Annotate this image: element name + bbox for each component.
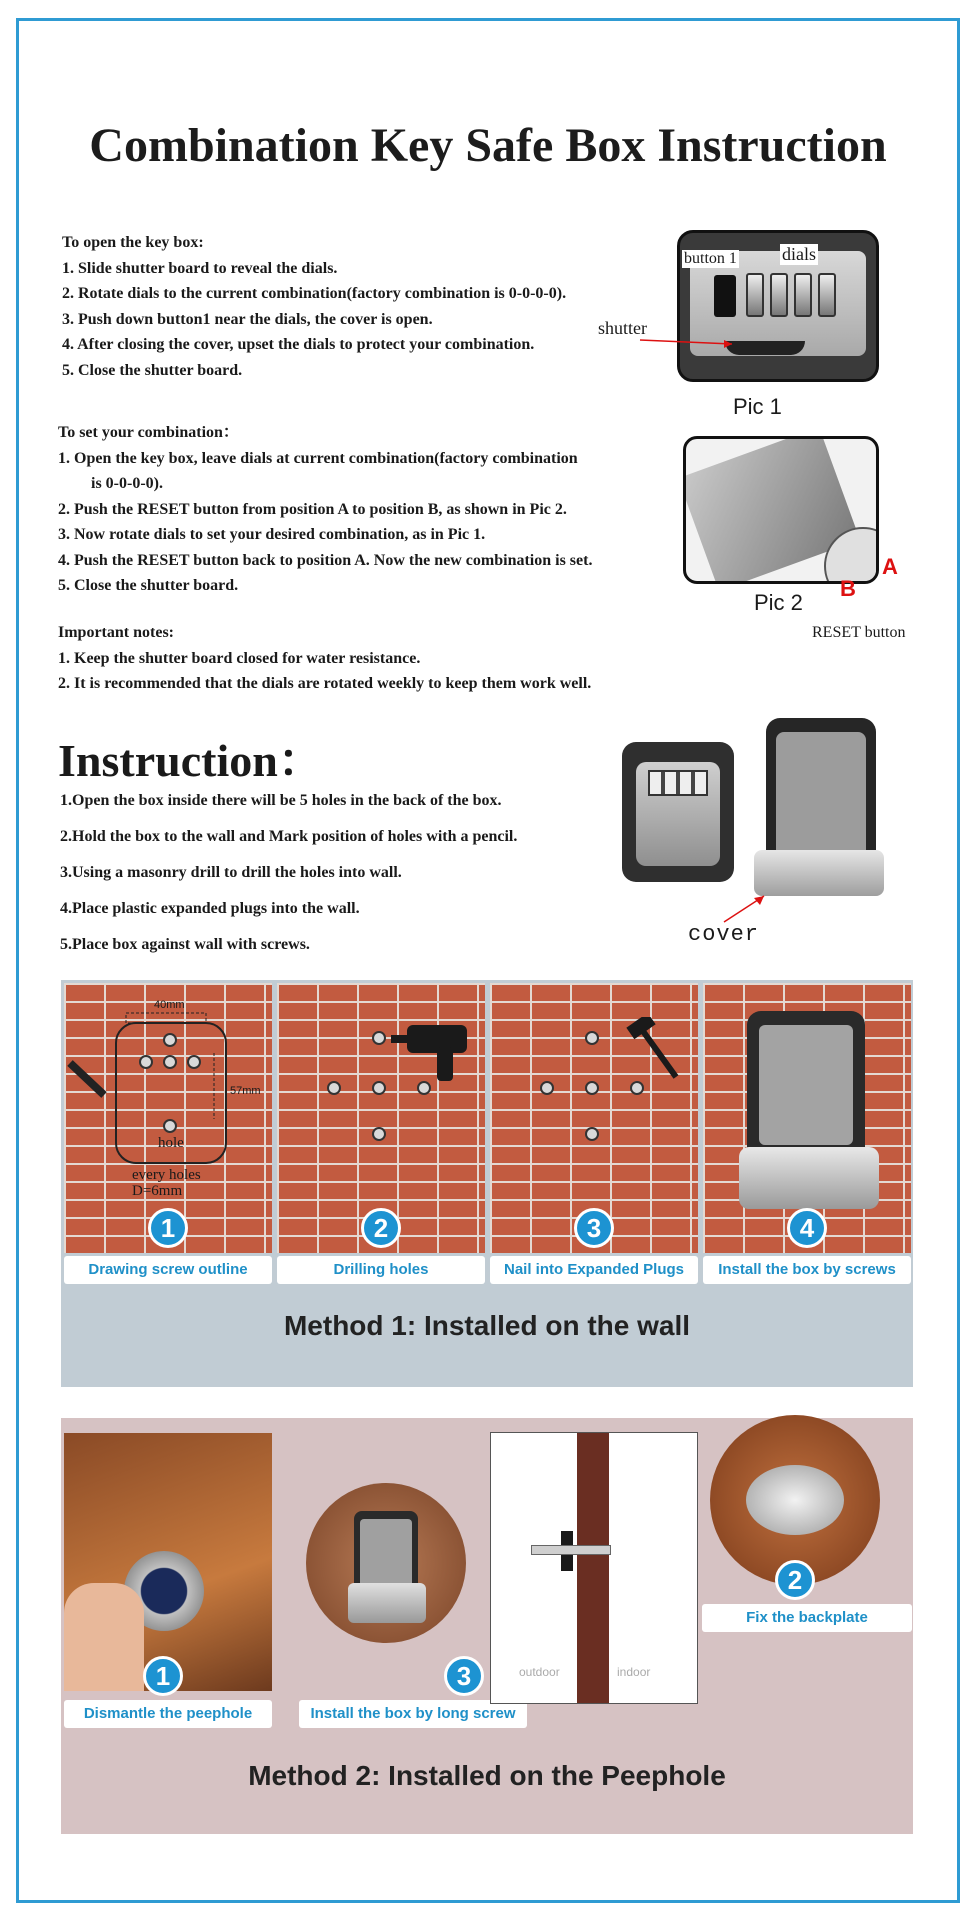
open-box-step: 3. Push down button1 near the dials, the cover is open.: [62, 310, 433, 328]
hole-mark: [372, 1081, 386, 1095]
method1-title: Method 1: Installed on the wall: [283, 1310, 691, 1341]
cover-label: cover: [688, 922, 760, 947]
m2-step-badge-3: 3: [444, 1656, 484, 1696]
keybox-closed-photo: [622, 742, 734, 882]
set-combination-step: 4. Push the RESET button back to position A. Now the new combination is set.: [58, 551, 593, 569]
button1-part: [714, 275, 736, 317]
long-screw-box-photo: [306, 1483, 466, 1643]
open-box-step: 2. Rotate dials to the current combination(factory combination is 0-0-0-0).: [62, 285, 567, 302]
set-combination-section: [58, 420, 592, 599]
pic1-caption: Pic 1: [733, 394, 782, 419]
open-box-section: [62, 230, 566, 383]
m2-step1-caption: Dismantle the peephole: [64, 1700, 272, 1728]
pic2-photo: [683, 436, 879, 584]
method1-section: [61, 980, 913, 1387]
keybox-open-photo: [766, 718, 876, 888]
dials-label: dials: [782, 244, 816, 264]
indoor-label: indoor: [617, 1665, 651, 1679]
step2-caption: Drilling holes: [277, 1256, 485, 1284]
reset-button-label: RESET button: [812, 624, 906, 641]
box-base: [739, 1147, 879, 1209]
note-item: 2. It is recommended that the dials are rotated weekly to keep them work well.: [58, 675, 592, 692]
hammer-icon: [610, 1017, 690, 1087]
instruction-steps: [60, 790, 517, 970]
set-combination-heading: To set your combination：: [58, 424, 239, 441]
hole-mark: [540, 1081, 554, 1095]
notes-heading: Important notes:: [58, 624, 174, 641]
m2-step-badge-1: 1: [143, 1656, 183, 1696]
set-combination-step: 2. Push the RESET button from position A to position B, as shown in Pic 2.: [58, 500, 567, 518]
instruction-step: 4.Place plastic expanded plugs into the wall.: [60, 900, 360, 917]
step1-caption: Drawing screw outline: [64, 1256, 272, 1284]
hole-mark: [372, 1127, 386, 1141]
diameter-label: D=6mm: [132, 1183, 183, 1199]
step-badge-3: 3: [574, 1208, 614, 1248]
instruction-step: 2.Hold the box to the wall and Mark position of holes with a pencil.: [60, 828, 518, 845]
hole-mark: [585, 1127, 599, 1141]
method2-section: [61, 1418, 913, 1834]
instruction-heading: Instruction：: [58, 735, 324, 786]
instruction-step: 3.Using a masonry drill to drill the holes into wall.: [60, 864, 402, 881]
screw: [531, 1545, 611, 1555]
m2-step2-caption: Fix the backplate: [702, 1604, 912, 1632]
step-badge-2: 2: [361, 1208, 401, 1248]
backplate-disk: [746, 1465, 844, 1535]
every-holes-label: every holes: [132, 1167, 201, 1183]
cover-arrow: [720, 890, 770, 926]
hole-mark: [139, 1055, 153, 1069]
dial: [794, 273, 812, 317]
position-b-label: B: [840, 576, 856, 601]
open-box-heading: To open the key box:: [62, 234, 204, 251]
hole-mark: [163, 1033, 177, 1047]
hand: [64, 1583, 144, 1691]
position-a-label: A: [882, 554, 898, 579]
shutter-arrow: [600, 330, 740, 350]
shutter-label: shutter: [598, 318, 647, 338]
hole-mark: [585, 1031, 599, 1045]
hole-mark: [327, 1081, 341, 1095]
m2-step3-caption: Install the box by long screw: [299, 1700, 527, 1728]
dial: [770, 273, 788, 317]
dim-width: 40mm: [154, 999, 185, 1011]
step3-caption: Nail into Expanded Plugs: [490, 1256, 698, 1284]
hole-mark: [372, 1031, 386, 1045]
instruction-step: 1.Open the box inside there will be 5 holes in the back of the box.: [60, 792, 502, 809]
open-box-step: 1. Slide shutter board to reveal the dials.: [62, 259, 338, 277]
page-title: Combination Key Safe Box Instruction: [89, 119, 887, 172]
set-combination-step: is 0-0-0-0).: [91, 475, 163, 492]
drill-icon: [387, 1017, 477, 1087]
step-badge-4: 4: [787, 1208, 827, 1248]
dials: [648, 770, 708, 796]
dim-height: 57mm: [230, 1085, 261, 1097]
hole-mark: [163, 1055, 177, 1069]
door-panel: [577, 1433, 609, 1703]
hole-mark: [187, 1055, 201, 1069]
open-box-step: 5. Close the shutter board.: [62, 361, 243, 379]
set-combination-step: 3. Now rotate dials to set your desired combination, as in Pic 1.: [58, 526, 486, 543]
hole-mark: [585, 1081, 599, 1095]
step-badge-1: 1: [148, 1208, 188, 1248]
note-item: 1. Keep the shutter board closed for water resistance.: [58, 649, 421, 667]
outdoor-label: outdoor: [519, 1665, 560, 1679]
set-combination-step: 1. Open the key box, leave dials at current combination(factory combination: [58, 449, 578, 467]
hole-label: hole: [158, 1135, 184, 1151]
dial: [818, 273, 836, 317]
hole-mark: [163, 1119, 177, 1133]
button1-label: button 1: [684, 250, 737, 267]
step4-caption: Install the box by screws: [703, 1256, 911, 1284]
method2-title: Method 2: Installed on the Peephole: [248, 1760, 726, 1791]
open-box-step: 4. After closing the cover, upset the dials to protect your combination.: [62, 336, 535, 353]
installed-box: [747, 1011, 865, 1161]
notes-section: [58, 620, 591, 697]
m2-step-badge-2: 2: [775, 1560, 815, 1600]
dial: [746, 273, 764, 317]
peephole-photo: [64, 1433, 272, 1691]
pic2-caption: Pic 2: [754, 590, 803, 615]
set-combination-step: 5. Close the shutter board.: [58, 577, 239, 594]
instruction-step: 5.Place box against wall with screws.: [60, 936, 310, 953]
door-diagram: [490, 1432, 698, 1704]
